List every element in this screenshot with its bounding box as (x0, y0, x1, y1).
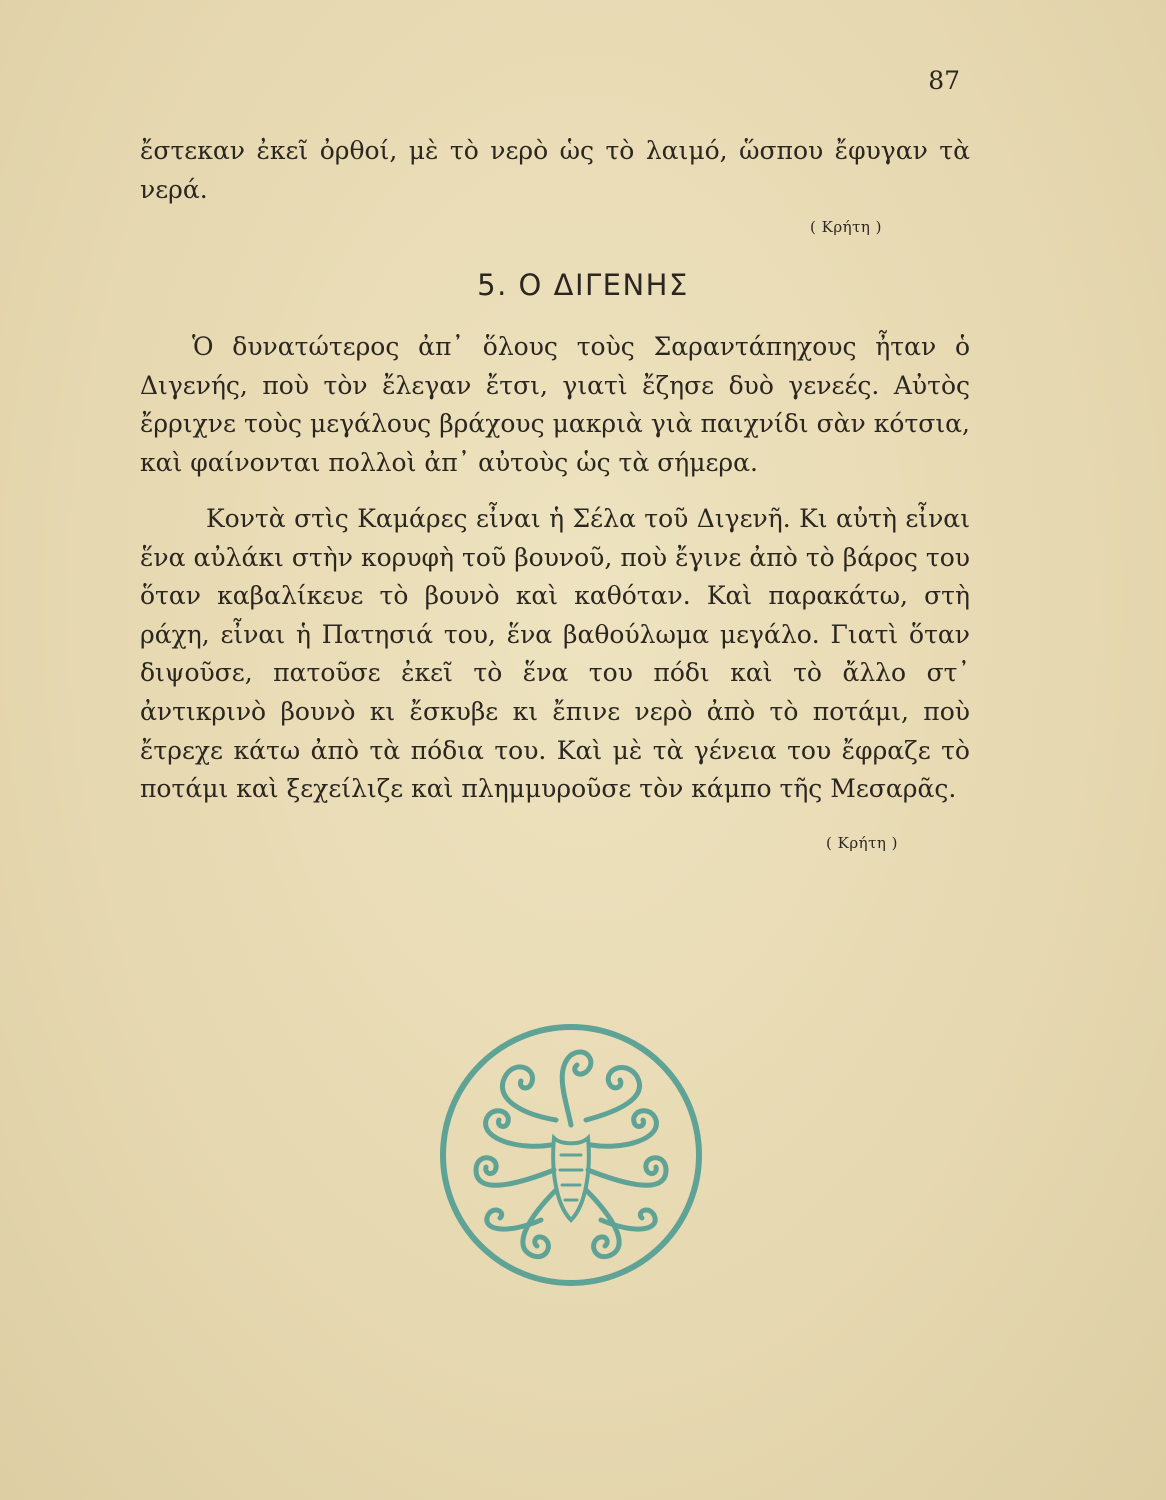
ornament-spiral-top-right (586, 1067, 640, 1120)
continuation-text: ἔστεκαν ἐκεῖ ὀρθοί, μὲ τὸ νερὸ ὡς τὸ λαιμό, ὥσπου ἔφυγαν τὰ νερά. (140, 136, 970, 204)
section-title: 5. Ο ΔΙΓΕΝΗΣ (477, 268, 689, 302)
continuation-source: ( Κρήτη ) (810, 218, 883, 236)
spiral-seal-ornament-icon (436, 1020, 706, 1290)
section-source: ( Κρήτη ) (826, 834, 899, 852)
paragraph-1: Ὁ δυνατώτερος ἀπ᾽ ὅλους τοὺς Σαραντάπηχους ἦταν ὁ Διγενής, ποὺ τὸν ἔλεγαν ἔτσι, γιατὶ ἔζησε δυὸ γενεές. Αὐτὸς ἔρριχνε τοὺς μεγάλους βράχους μακριὰ γιὰ παιχνίδι σὰν κότσια, καὶ φαίνονται πολλοὶ ἀπ᾽ αὐτοὺς ὡς τὰ σήμερα. (140, 332, 970, 477)
paragraph-2: Κοντὰ στὶς Καμάρες εἶναι ἡ Σέλα τοῦ Διγενῆ. Κι αὐτὴ εἶναι ἕνα αὐλάκι στὴν κορυφὴ τοῦ βουνοῦ, ποὺ ἔγινε ἀπὸ τὸ βάρος του ὅταν καβαλίκευε τὸ βουνὸ καὶ καθόταν. Καὶ παρακάτω, στὴ ράχη, εἶναι ἡ Πατησιά του, ἕνα βαθούλωμα μεγάλο. Γιατὶ ὅταν διψοῦσε, πατοῦσε ἐκεῖ τὸ ἕνα του πόδι καὶ τὸ ἄλλο στ᾽ ἀντικρινὸ βουνὸ κι ἔσκυβε κι ἔπινε νερὸ ἀπὸ τὸ ποτάμι, ποὺ ἔτρεχε κάτω ἀπὸ τὰ πόδια του. Καὶ μὲ τὰ γένεια του ἔφραζε τὸ ποτάμι καὶ ξεχείλιζε καὶ πλημμυροῦσε τὸν κάμπο τῆς Μεσαρᾶς. (140, 504, 970, 804)
ornament-body (553, 1138, 589, 1220)
ornament-spiral-top-center (562, 1052, 591, 1125)
ornament-spiral-top-left (502, 1067, 556, 1120)
ornament-spiral-left-lower (476, 1158, 554, 1185)
ornament-spiral-right-lower (588, 1158, 666, 1185)
page-number: 87 (928, 66, 960, 95)
